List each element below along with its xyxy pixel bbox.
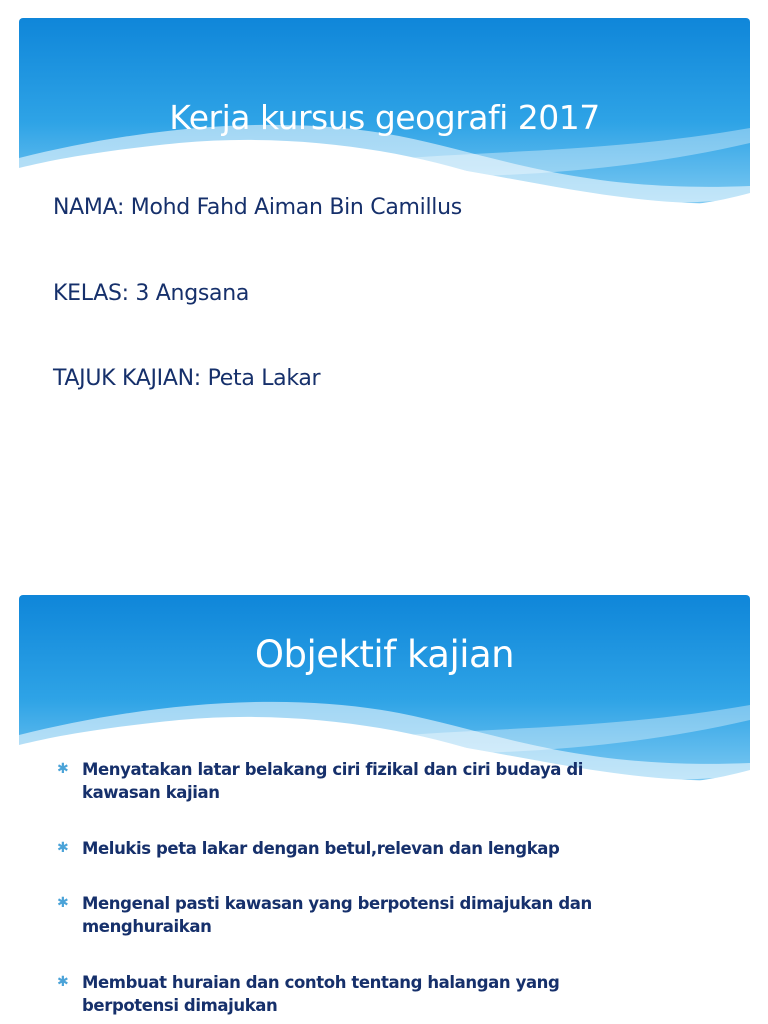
asterisk-bullet-icon: ✱ [57,761,69,777]
asterisk-bullet-icon: ✱ [57,974,69,990]
slide-title-page [19,18,750,458]
slide-title: Kerja kursus geografi 2017 [169,98,600,137]
slide-objectives [19,595,750,1024]
objective-text: Mengenal pasti kawasan yang berpotensi dimajukan dan menghuraikan [82,894,592,936]
objective-text: Membuat huraian dan contoh tentang halangan yang berpotensi dimajukan [82,973,560,1015]
student-name: NAMA: Mohd Fahd Aiman Bin Camillus [53,195,462,220]
asterisk-bullet-icon: ✱ [57,895,69,911]
slide-title: Objektif kajian [254,633,515,676]
study-topic: TAJUK KAJIAN: Peta Lakar [53,366,321,391]
objective-text: Menyatakan latar belakang ciri fizikal dan ciri budaya di kawasan kajian [82,760,584,802]
asterisk-bullet-icon: ✱ [57,840,69,856]
objective-text: Melukis peta lakar dengan betul,relevan dan lengkap [82,839,560,858]
student-class: KELAS: 3 Angsana [53,281,250,306]
